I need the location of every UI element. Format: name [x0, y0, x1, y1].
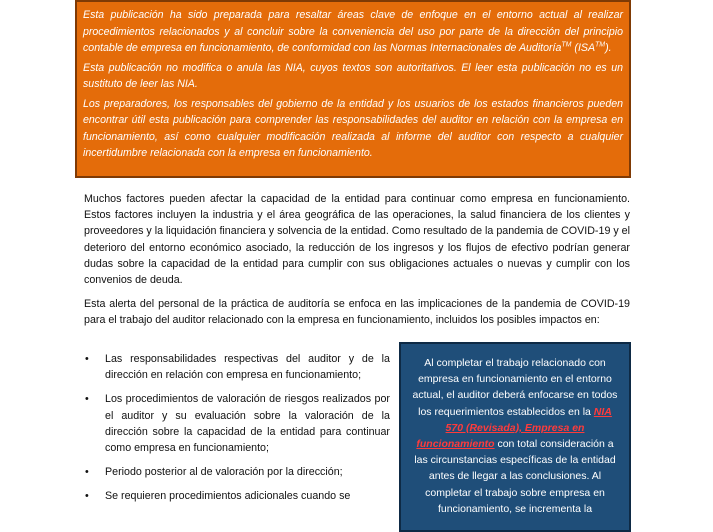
notice-paragraph-2: Esta publicación no modifica o anula las NIA, cuyos textos son autoritativos. El leer esta publicación no es un sustituto de leer las NIA. [83, 61, 623, 90]
list-item: • Se requieren procedimientos adicionales cuando se [84, 488, 390, 504]
notice-paragraph-1: Esta publicación ha sido preparada para resaltar áreas clave de enfoque en el entorno actual al realizar procedimientos relacionados y al concluir sobre la conveniencia del uso por parte de la dirección del principio contable de empresa en funcionamiento, de conformidad con las Normas Internacionales de Auditoría™ (ISA™). [83, 9, 623, 54]
publication-notice-box [75, 0, 631, 178]
bullet-icon: • [85, 466, 89, 479]
impact-bullet-list [84, 351, 390, 513]
bullet-icon: • [85, 490, 89, 503]
bullet-icon: • [85, 393, 89, 406]
list-item: • Periodo posterior al de valoración por la dirección; [84, 464, 390, 480]
callout-box: Al completar el trabajo relacionado con empresa en funcionamiento en el entorno actual, el auditor deberá enfocarse en todos los requerimientos establecidos en la NIA 570 (Revisada), Empresa en funcionamiento con total consideración a las circunstancias específicas de la entidad antes de llegar a las conclusiones. Al completar el trabajo sobre empresa en funcionamiento, se incrementa la [399, 342, 631, 532]
notice-paragraph-3: Los preparadores, los responsables del gobierno de la entidad y los usuarios de los estados financieros pueden encontrar útil esta publicación para comprender las responsabilidades del auditor en relación con la empresa en funcionamiento, así como cualquier modificación realizada al informe del auditor con respecto a cualquier incertidumbre relacionada con la empresa en funcionamiento. [83, 97, 623, 159]
list-item: • Las responsabilidades respectivas del auditor y de la dirección en relación con empresa en funcionamiento; [85, 353, 390, 382]
body-paragraph-alert: Esta alerta del personal de la práctica de auditoría se enfoca en las implicaciones de la pandemia de COVID-19 para el trabajo del auditor relacionado con la empresa en funcionamiento, incluidos los posibles impactos en: [84, 298, 630, 327]
nia-570-link[interactable]: NIA 570 (Revisada), Empresa en funcionamiento [416, 405, 612, 451]
body-paragraph-factors: Muchos factores pueden afectar la capacidad de la entidad para continuar como empresa en funcionamiento. Estos factores incluyen la industria y el área geográfica de las operaciones, la salud financiera de los clientes y proveedores y la liquidación financiera y solvencia de la entidad. Como resultado de la pandemia de COVID-19 y el deterioro del entorno económico asociado, la reducción de los ingresos y los flujos de efectivo podrían generar dudas sobre la capacidad de la entidad para cumplir con sus obligaciones actuales o nuevas y cumplir con los convenios de deuda. [84, 193, 630, 287]
list-item: • Los procedimientos de valoración de riesgos realizados por el auditor y su evaluación sobre la valoración de la dirección sobre la capacidad de la entidad para continuar como empresa en funcionamiento; [85, 393, 390, 455]
bullet-icon: • [85, 353, 89, 365]
